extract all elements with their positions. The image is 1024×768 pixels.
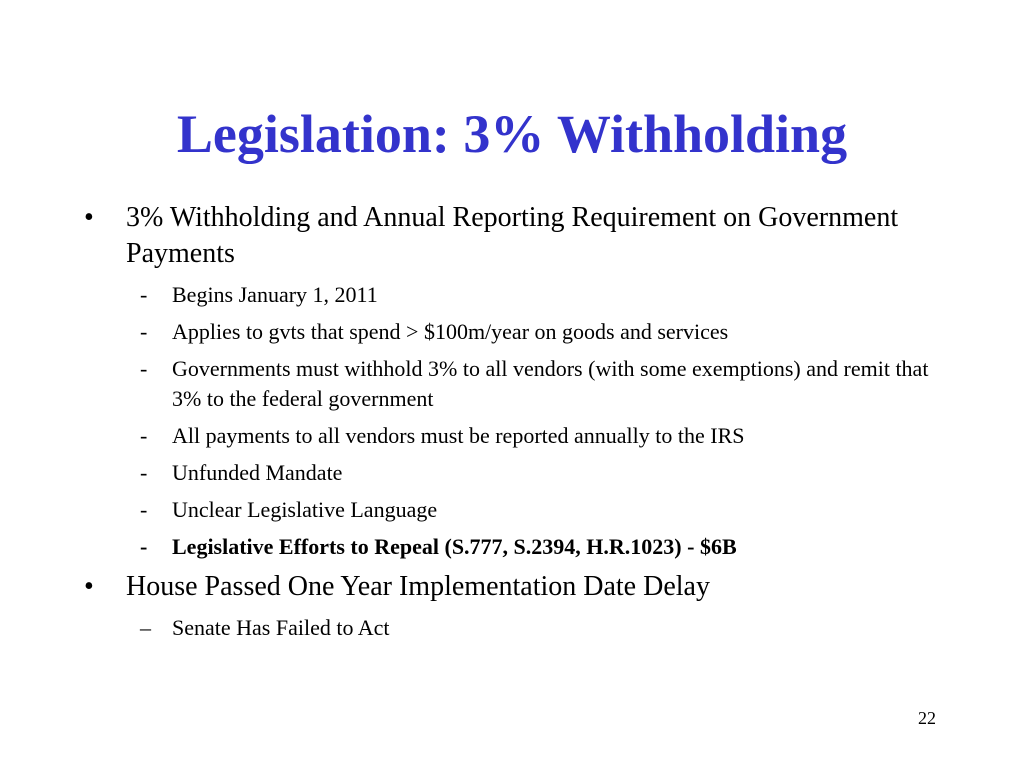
sub-item xyxy=(84,317,934,347)
dash-icon: - xyxy=(140,534,148,559)
dash-icon: - xyxy=(140,460,148,485)
bullet-item xyxy=(84,569,934,605)
sub-item xyxy=(84,421,934,451)
sub-item-text: Unfunded Mandate xyxy=(172,460,343,485)
dash-icon: - xyxy=(140,497,148,522)
bullet-icon: • xyxy=(84,571,94,602)
page-number: 22 xyxy=(918,708,936,728)
sub-item-text: Legislative Efforts to Repeal (S.777, S.2394, H.R.1023) - $6B xyxy=(172,534,737,559)
sub-item xyxy=(84,280,934,310)
sub-item xyxy=(84,495,934,525)
sub-item-text: Unclear Legislative Language xyxy=(172,497,438,522)
bullet-text: House Passed One Year Implementation Date Delay xyxy=(126,571,710,602)
sub-item xyxy=(84,613,934,643)
bullet-icon: • xyxy=(84,202,94,233)
dash-icon: – xyxy=(140,615,151,640)
bullet-item xyxy=(84,200,934,272)
slide-body xyxy=(84,200,934,650)
dash-icon: - xyxy=(140,356,148,381)
sub-item-text: Governments must withhold 3% to all vendors (with some exemptions) and remit that 3% to the federal government xyxy=(172,356,929,411)
slide-title: Legislation: 3% Withholding xyxy=(176,104,848,164)
sub-item-highlight xyxy=(84,532,934,562)
sub-item-text: All payments to all vendors must be reported annually to the IRS xyxy=(172,423,745,448)
sub-item-text: Senate Has Failed to Act xyxy=(172,615,390,640)
sub-item xyxy=(84,354,934,414)
sub-item-text: Applies to gvts that spend > $100m/year on goods and services xyxy=(172,319,729,344)
bullet-text: 3% Withholding and Annual Reporting Requirement on Government Payments xyxy=(126,202,899,269)
sub-item-text: Begins January 1, 2011 xyxy=(172,282,378,307)
dash-icon: - xyxy=(140,282,148,307)
dash-icon: - xyxy=(140,423,148,448)
sub-item xyxy=(84,458,934,488)
dash-icon: - xyxy=(140,319,148,344)
